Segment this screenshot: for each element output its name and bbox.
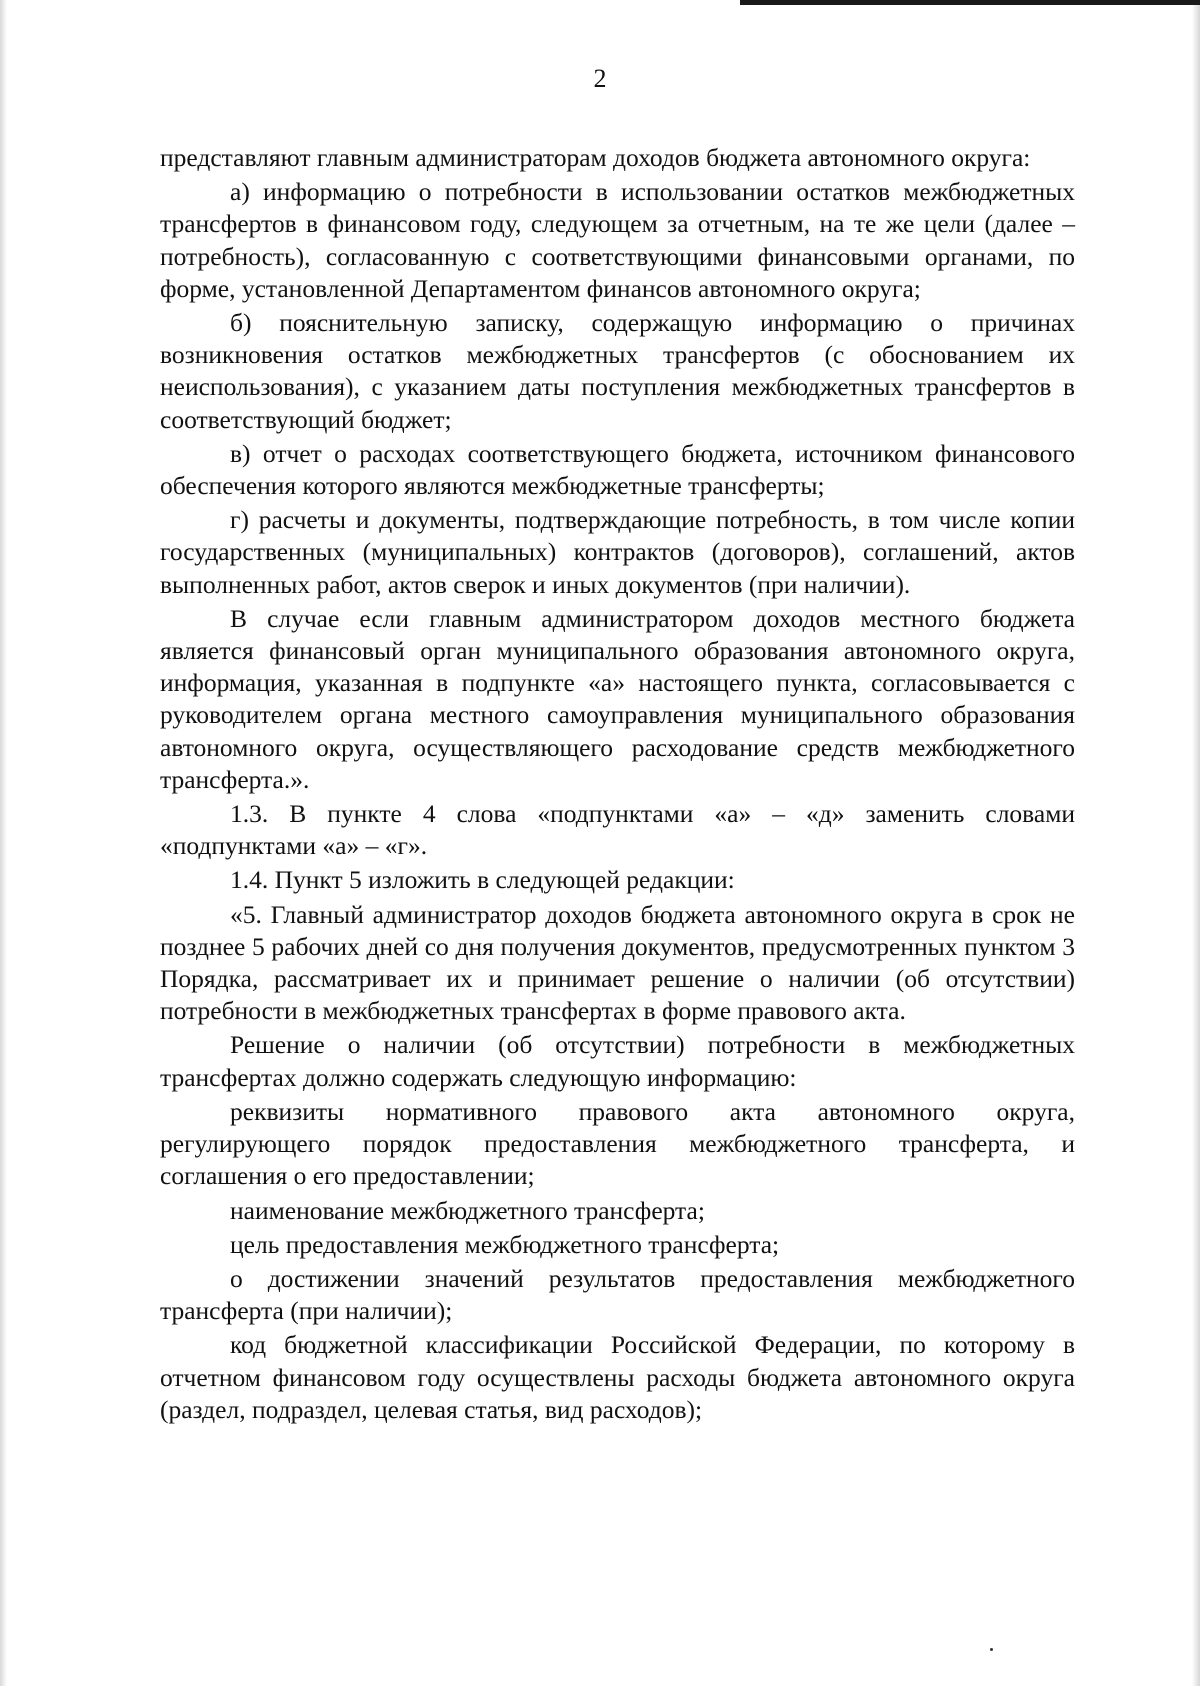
paragraph-clause-5: «5. Главный администратор доходов бюджета автономного округа в срок не позднее 5 рабочих дней со дня получения документов, предусмотренных пунктом 3 Порядка, рассматривает их и принимает решение о наличии (об отсутствии) потребности в межбюджетных трансфертах в форме правового акта. <box>160 899 1075 1026</box>
document-body <box>160 142 1075 1428</box>
paragraph-clause-1-3: 1.3. В пункте 4 слова «подпунктами «а» – «д» заменить словами «подпунктами «а» – «г». <box>160 799 1075 861</box>
scan-artifact-dot <box>990 1648 993 1651</box>
paragraph-item-g: г) расчеты и документы, подтверждающие потребность, в том числе копии государственных (муниципальных) контрактов (договоров), соглашений, актов выполненных работ, актов сверок и иных документов (при наличии). <box>160 505 1075 599</box>
paragraph-list-requisites: реквизиты нормативного правового акта автономного округа, регулирующего порядок предоставления межбюджетного трансферта, и соглашения о его предоставлении; <box>160 1096 1075 1191</box>
paragraph-clause-1-4: 1.4. Пункт 5 изложить в следующей редакции: <box>230 865 735 895</box>
paragraph-local-budget-case: В случае если главным администратором доходов местного бюджета является финансовый орган муниципального образования автономного округа, информация, указанная в подпункте «а» настоящего пункта, согласовывается с руководителем органа местного самоуправления муниципального образования автономного округа, осуществляющего расходование средств межбюджетного трансферта.». <box>160 603 1075 794</box>
paragraph-intro: представляют главным администраторам доходов бюджета автономного округа: <box>160 143 1031 172</box>
paragraph-item-b: б) пояснительную записку, содержащую информацию о причинах возникновения остатков межбюджетных трансфертов (с обоснованием их неиспользования), с указанием даты поступления межбюджетных трансфертов в соответствующий бюджет; <box>160 308 1075 434</box>
scan-edge-right <box>1192 0 1200 1686</box>
scan-edge-left <box>0 0 7 1686</box>
paragraph-decision-content: Решение о наличии (об отсутствии) потребности в межбюджетных трансфертах должно содержать следующую информацию: <box>160 1030 1075 1092</box>
paragraph-list-name: наименование межбюджетного трансферта; <box>230 1195 705 1225</box>
paragraph-list-purpose: цель предоставления межбюджетного трансферта; <box>230 1229 780 1259</box>
paragraph-item-a: а) информацию о потребности в использовании остатков межбюджетных трансфертов в финансовом году, следующем за отчетным, на те же цели (далее – потребность), согласованную с соответствующими финансовыми органами, по форме, установленной Департаментом финансов автономного округа; <box>160 177 1075 303</box>
page-number: 2 <box>593 64 607 93</box>
paragraph-list-budget-code: код бюджетной классификации Российской Федерации, по которому в отчетном финансовом году осуществлены расходы бюджета автономного округа (раздел, подраздел, целевая статья, вид расходов); <box>160 1330 1075 1424</box>
paragraph-list-results: о достижении значений результатов предоставления межбюджетного трансферта (при наличии); <box>160 1263 1075 1326</box>
scan-edge-top <box>740 0 1200 5</box>
paragraph-item-v: в) отчет о расходах соответствующего бюджета, источником финансового обеспечения которого являются межбюджетные трансферты; <box>160 438 1075 501</box>
